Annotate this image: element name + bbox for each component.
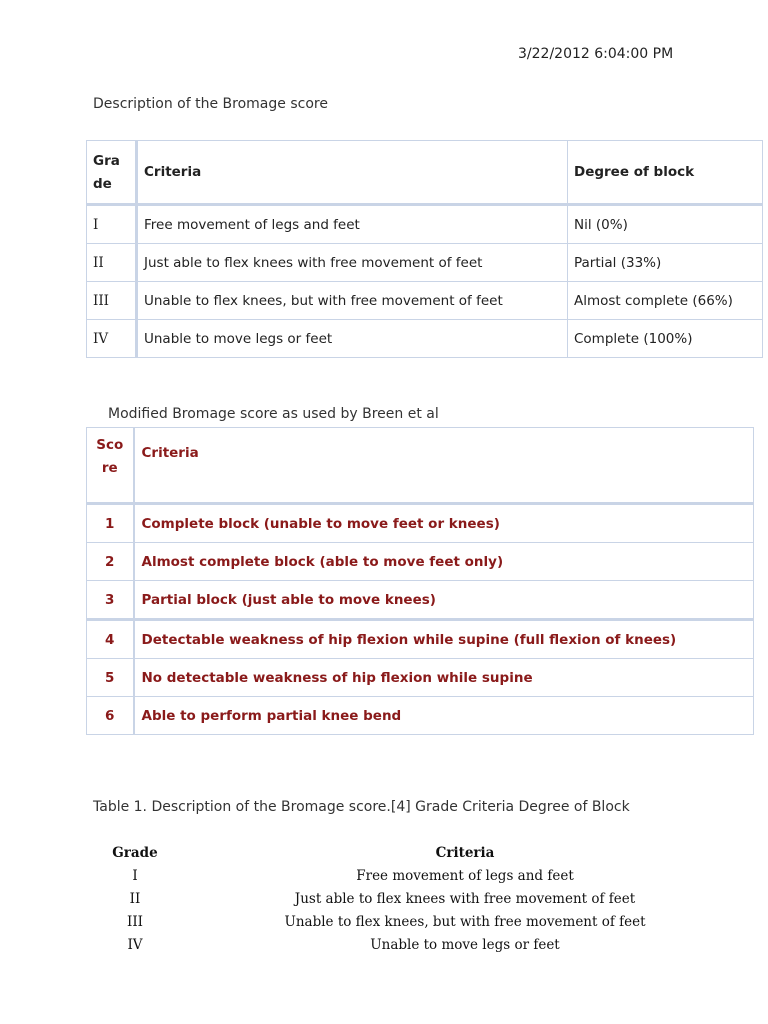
table-row (87, 244, 763, 282)
degree-cell: Complete (100%) (568, 320, 763, 358)
grade-cell: III (127, 913, 143, 930)
score-cell: 6 (87, 697, 134, 735)
table-header-row (87, 141, 763, 205)
table-row (87, 543, 754, 581)
degree-cell: Partial (33%) (568, 244, 763, 282)
header-criteria: Criteria (435, 845, 495, 861)
table-row (93, 910, 753, 933)
grade-cell: III (87, 282, 137, 320)
header-criteria: Criteria (137, 141, 568, 205)
degree-cell: Almost complete (66%) (568, 282, 763, 320)
criteria-cell: Unable to move legs or feet (370, 936, 560, 953)
table-row (87, 659, 754, 697)
criteria-cell: Able to perform partial knee bend (134, 697, 754, 735)
table-row (93, 933, 753, 956)
header-grade: Gra de (87, 141, 137, 205)
criteria-cell: Just able to flex knees with free movement of feet (137, 244, 568, 282)
header-score: Sco re (87, 428, 134, 504)
table-row (87, 581, 754, 620)
degree-cell: Nil (0%) (568, 205, 763, 244)
criteria-cell: Detectable weakness of hip flexion while supine (full flexion of knees) (134, 620, 754, 659)
score-cell: 5 (87, 659, 134, 697)
table-row (87, 620, 754, 659)
grade-cell: IV (87, 320, 137, 358)
bromage-summary-table (93, 842, 753, 956)
criteria-cell: Unable to flex knees, but with free movement of feet (137, 282, 568, 320)
document-timestamp: 3/22/2012 6:04:00 PM (518, 46, 674, 62)
table1-heading: Description of the Bromage score (93, 96, 328, 112)
table-header-row (93, 842, 753, 864)
grade-cell: II (129, 890, 141, 907)
table-row (87, 282, 763, 320)
grade-cell: IV (127, 936, 143, 953)
table-row (87, 205, 763, 244)
header-degree: Degree of block (568, 141, 763, 205)
table-row (87, 697, 754, 735)
score-cell: 2 (87, 543, 134, 581)
criteria-cell: No detectable weakness of hip flexion while supine (134, 659, 754, 697)
modified-bromage-table (86, 427, 754, 735)
grade-cell: I (87, 205, 137, 244)
score-cell: 3 (87, 581, 134, 620)
criteria-cell: Free movement of legs and feet (356, 867, 574, 884)
criteria-cell: Almost complete block (able to move feet only) (134, 543, 754, 581)
table2-heading: Modified Bromage score as used by Breen et al (108, 406, 439, 422)
criteria-cell: Unable to flex knees, but with free movement of feet (284, 913, 646, 930)
table-row (93, 887, 753, 910)
table-row (87, 320, 763, 358)
criteria-cell: Complete block (unable to move feet or knees) (134, 504, 754, 543)
table3-caption: Table 1. Description of the Bromage score.[4] Grade Criteria Degree of Block (93, 799, 630, 815)
bromage-score-table (86, 140, 763, 358)
criteria-cell: Just able to flex knees with free movement of feet (294, 890, 636, 907)
criteria-cell: Partial block (just able to move knees) (134, 581, 754, 620)
score-cell: 1 (87, 504, 134, 543)
header-grade: Grade (112, 845, 158, 861)
score-cell: 4 (87, 620, 134, 659)
grade-cell: I (132, 867, 138, 884)
table-header-row (87, 428, 754, 504)
table-row (87, 504, 754, 543)
criteria-cell: Unable to move legs or feet (137, 320, 568, 358)
grade-cell: II (87, 244, 137, 282)
header-criteria: Criteria (134, 428, 754, 504)
criteria-cell: Free movement of legs and feet (137, 205, 568, 244)
table-row (93, 864, 753, 887)
